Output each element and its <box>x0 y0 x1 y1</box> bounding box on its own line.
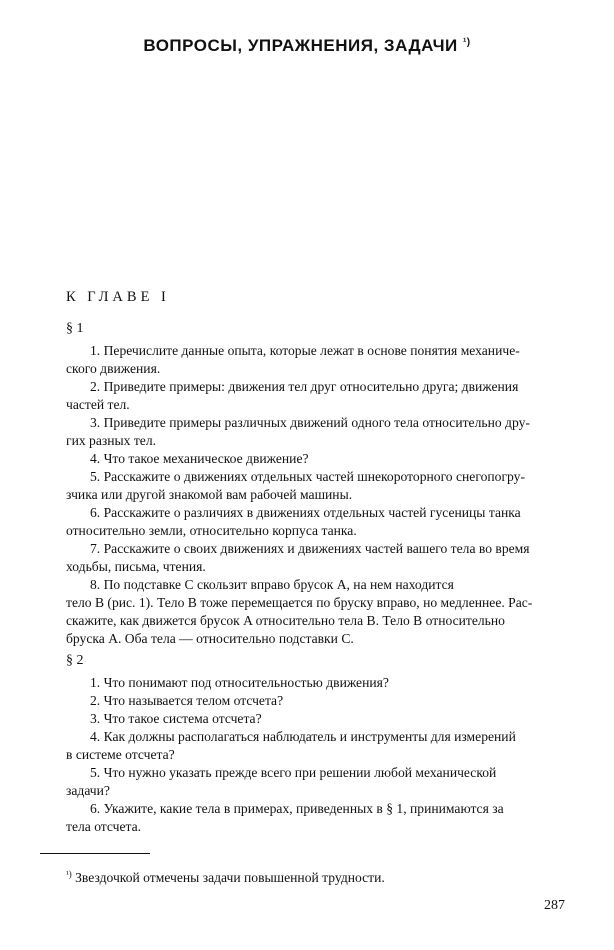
question-line: 5. Что нужно указать прежде всего при решении любой механической <box>90 765 497 780</box>
section-2-heading: § 2 <box>66 653 84 668</box>
question-line: 3. Приведите примеры различных движений одного тела относительно дру- <box>90 415 530 430</box>
question-line: 1. Что понимают под относительностью движения? <box>90 675 389 690</box>
page-title-text: ВОПРОСЫ, УПРАЖНЕНИЯ, ЗАДАЧИ <box>143 36 458 55</box>
question-line: 6. Укажите, какие тела в примерах, приведенных в § 1, принимаются за <box>90 801 504 816</box>
question-line: гих разных тел. <box>66 433 157 448</box>
question-line: задачи? <box>66 783 110 798</box>
section-2-list <box>66 674 568 836</box>
section-1-list <box>66 342 568 648</box>
question-line: скажите, как движется брусок A относительно тела B. Тело B относительно <box>66 613 505 628</box>
question-line: 3. Что такое система отсчета? <box>90 711 262 726</box>
question-line: 5. Расскажите о движениях отдельных частей шнекороторного снегопогру- <box>90 469 525 484</box>
question-item <box>66 504 568 540</box>
question-line: частей тел. <box>66 397 130 412</box>
question-item <box>66 728 568 764</box>
footnote-divider <box>40 853 150 854</box>
question-item <box>66 710 568 728</box>
question-line: ходьбы, письма, чтения. <box>66 559 206 574</box>
chapter-heading: К ГЛАВЕ I <box>66 289 170 305</box>
question-item <box>66 414 568 450</box>
question-line: зчика или другой знакомой вам рабочей машины. <box>66 487 353 502</box>
question-line: относительно земли, относительно корпуса танка. <box>66 523 357 538</box>
question-line: 6. Расскажите о различиях в движениях отдельных частей гусеницы танка <box>90 505 521 520</box>
section-1-heading: § 1 <box>66 321 84 336</box>
question-item <box>66 674 568 692</box>
question-line: в системе отсчета? <box>66 747 175 762</box>
question-line: ского движения. <box>66 361 161 376</box>
page-title <box>0 36 614 56</box>
footnote <box>66 869 586 886</box>
question-item <box>66 692 568 710</box>
question-line: 4. Как должны располагаться наблюдатель и инструменты для измерений <box>90 729 516 744</box>
question-line: бруска A. Оба тела — относительно подставки C. <box>66 631 354 646</box>
question-line: 2. Что называется телом отсчета? <box>90 693 284 708</box>
question-line: 7. Расскажите о своих движениях и движениях частей вашего тела во время <box>90 541 530 556</box>
footnote-text: Звездочкой отмечены задачи повышенной трудности. <box>75 870 385 885</box>
question-item-8 <box>66 576 568 648</box>
page-number: 287 <box>544 898 565 913</box>
question-item <box>66 800 568 836</box>
question-line: 8. По подставке C скользит вправо брусок A, на нем находится <box>90 577 454 592</box>
footnote-marker: ¹) <box>66 869 72 879</box>
question-item <box>66 378 568 414</box>
section-1 <box>66 320 568 648</box>
question-item <box>66 450 568 468</box>
question-line: тело B (рис. 1). Тело B тоже перемещается по бруску вправо, но медленнее. Рас- <box>66 595 533 610</box>
title-footnote-marker: ¹) <box>462 37 471 48</box>
question-line: тела отсчета. <box>66 819 142 834</box>
section-2 <box>66 652 568 836</box>
question-item <box>66 764 568 800</box>
question-line: 2. Приведите примеры: движения тел друг относительно друга; движения <box>90 379 519 394</box>
question-item <box>66 540 568 576</box>
question-line: 4. Что такое механическое движение? <box>90 451 309 466</box>
question-item <box>66 468 568 504</box>
question-item <box>66 342 568 378</box>
question-line: 1. Перечислите данные опыта, которые лежат в основе понятия механиче- <box>90 343 520 358</box>
